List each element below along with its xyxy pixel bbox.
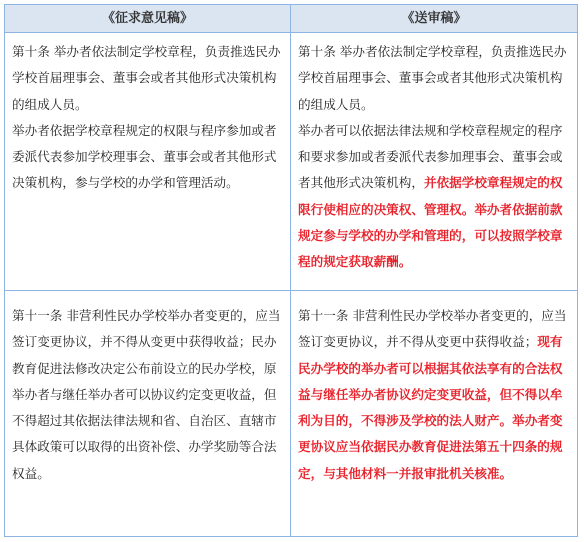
comparison-table <box>4 4 578 537</box>
table-header-row <box>5 5 577 33</box>
table-row-article-11 <box>5 291 577 536</box>
article-11-review-cell <box>291 291 577 536</box>
article-10-draft-cell <box>5 33 291 290</box>
article-10-review-text: 举办者可以依据法律法规和学校章程规定的程序和要求参加或者委派代表参加理事会、董事会或者其他形式决策机构， <box>298 122 563 191</box>
article-10-review-cell <box>291 33 577 290</box>
article-11-review-para <box>298 303 570 487</box>
article-10-review-para-2 <box>298 118 570 276</box>
article-11-review-highlight: 现有民办学校的举办者可以根据其依法享有的合法权益与继任举办者协议约定变更收益，但不得以牟利为目的，不得涉及学校的法人财产。举办者变更协议应当依据民办教育促进法第五十四条的规定，与其他材料一并报审批机关核准。 <box>298 334 563 481</box>
article-10-draft-para-2: 举办者依据学校章程规定的权限与程序参加或者委派代表参加学校理事会、董事会或者其他形式决策机构，参与学校的办学和管理活动。 <box>12 122 277 191</box>
article-11-draft-cell <box>5 291 291 536</box>
article-11-review-text: 第十一条 非营利性民办学校举办者变更的，应当签订变更协议，并不得从变更中获得收益； <box>298 308 567 350</box>
header-draft-title: 《征求意见稿》 <box>5 5 291 32</box>
article-10-draft-para-1: 第十条 举办者依法制定学校章程，负责推选民办学校首届理事会、董事会或者其他形式决策机构的组成人员。 <box>12 44 281 112</box>
article-11-draft-para: 第十一条 非营利性民办学校举办者变更的，应当签订变更协议，并不得从变更中获得收益；民办教育促进法修改决定公布前设立的民办学校，原举办者与继任举办者可以协议约定变更收益，但不得超过其依据法律法规和省、自治区、直辖市具体政策可以取得的出资补偿、办学奖励等合法权益。 <box>12 308 281 481</box>
table-row-article-10 <box>5 33 577 291</box>
article-10-review-para-1: 第十条 举办者依法制定学校章程，负责推选民办学校首届理事会、董事会或者其他形式决策机构的组成人员。 <box>298 44 567 112</box>
header-review-title: 《送审稿》 <box>401 11 467 26</box>
article-10-review-highlight: 并依据学校章程规定的权限行使相应的决策权、管理权。举办者依据前款规定参与学校的办学和管理的，可以按照学校章程的规定获取薪酬。 <box>298 175 563 270</box>
